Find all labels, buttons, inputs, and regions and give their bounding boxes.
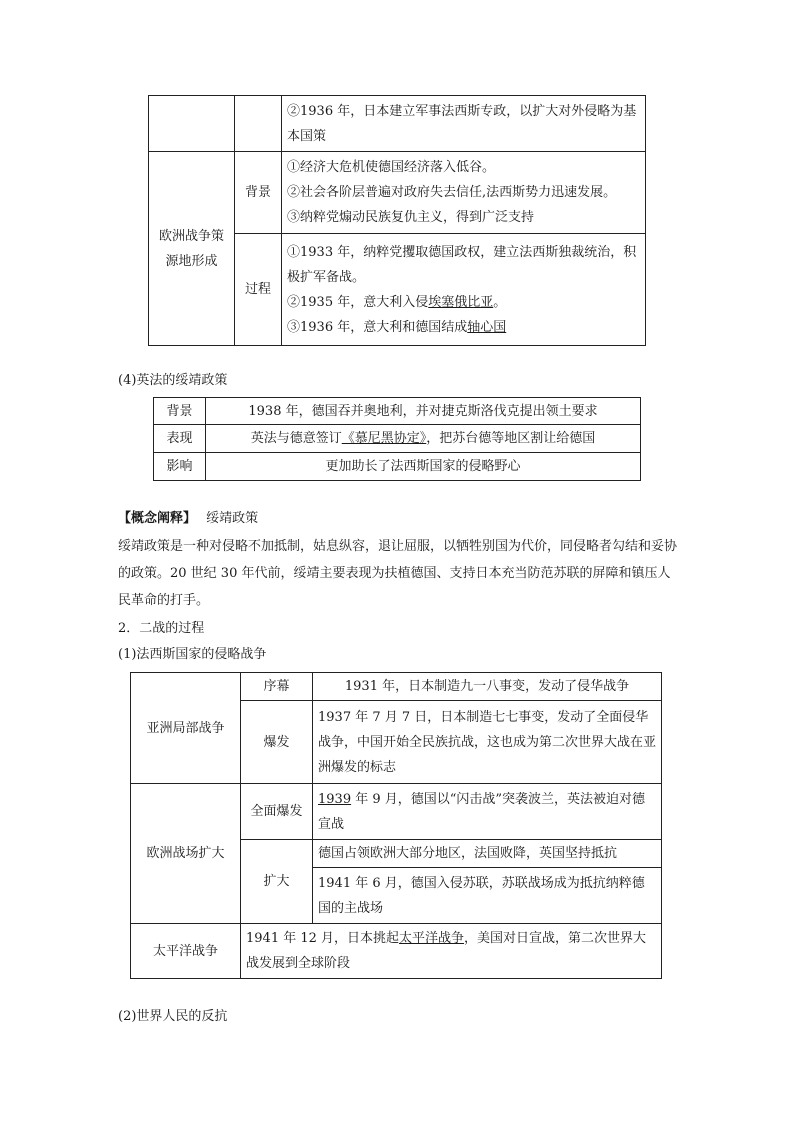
pacific-war-label: 太平洋战争 xyxy=(131,924,241,979)
background-item: ③纳粹党煽动民族复仇主义，得到广泛支持 xyxy=(287,210,535,225)
section-2-title: 2．二战的过程 xyxy=(118,621,205,636)
performance-text: 英法与德意签订 xyxy=(250,431,342,446)
background-cell xyxy=(282,152,646,234)
appeasement-performance-label: 表现 xyxy=(154,425,206,453)
europe-origin-label: 欧洲战争策源地形成 xyxy=(149,152,235,346)
background-item: ②社会各阶层普遍对政府失去信任,法西斯势力迅速发展。 xyxy=(287,185,617,200)
full-outbreak-label: 全面爆发 xyxy=(241,784,313,840)
prelude-text: 1931 年，日本制造九一八事变，发动了侵华战争 xyxy=(313,673,662,701)
process-text: 。 xyxy=(493,294,507,310)
background-item: ①经济大危机使德国经济落入低谷。 xyxy=(287,160,496,175)
table-cell-empty xyxy=(149,96,235,152)
concept-body: 绥靖政策是一种对侵略不加抵制，姑息纵容，退让屈服，以牺牲别国为代价，同侵略者勾结和妥协的政策。20 世纪 30 年代前，绥靖主要表现为扶植德国、支持日本充当防范苏联的屏障和镇压人民革命的打手。 xyxy=(118,539,678,608)
section-2-1-title: (1)法西斯国家的侵略战争 xyxy=(118,647,267,662)
appeasement-impact-label: 影响 xyxy=(154,453,206,481)
section-2-2-title: (2)世界人民的反抗 xyxy=(118,1009,228,1024)
europe-war-origin-table xyxy=(148,95,646,346)
expansion-text-1: 德国占领欧洲大部分地区，法国败降，英国坚持抵抗 xyxy=(313,840,662,868)
concept-heading xyxy=(118,509,258,529)
expansion-text-2: 1941 年 6 月，德国入侵苏联，苏联战场成为抵抗纳粹德国的主战场 xyxy=(313,868,662,924)
pacific-war-text xyxy=(241,924,662,979)
full-outbreak-rest: 年 9 月，德国以“闪击战”突袭波兰，英法被迫对德宣战 xyxy=(318,791,646,832)
full-outbreak-text xyxy=(313,784,662,840)
process-label: 过程 xyxy=(235,234,282,346)
table-cell-empty xyxy=(235,96,282,152)
ethiopia-link: 埃塞俄比亚 xyxy=(428,294,494,310)
process-item: ①1933 年，纳粹党攫取德国政权，建立法西斯独裁统治，积极扩军备战。 xyxy=(287,244,637,285)
process-text: ③1936 年，意大利和德国结成 xyxy=(287,319,468,335)
process-item xyxy=(287,315,640,340)
expansion-label: 扩大 xyxy=(241,840,313,924)
fascist-aggression-table xyxy=(130,672,662,979)
appeasement-table xyxy=(153,397,641,481)
process-text: ②1935 年，意大利入侵 xyxy=(287,294,429,310)
pacific-text: ，美国对日宣战，第二次世界大战发展到全球阶段 xyxy=(246,931,647,971)
munich-agreement-text: 《慕尼黑协定》 xyxy=(341,431,427,446)
performance-text: ，把苏台德等地区割让给德国 xyxy=(426,431,596,446)
background-label: 背景 xyxy=(235,152,282,234)
europe-expansion-label: 欧洲战场扩大 xyxy=(131,784,241,924)
outbreak-text: 1937 年 7 月 7 日，日本制造七七事变，发动了全面侵华战争，中国开始全民族抗战，这也成为第二次世界大战在亚洲爆发的标志 xyxy=(313,701,662,784)
appeasement-background-text: 1938 年，德国吞并奥地利，并对捷克斯洛伐克提出领土要求 xyxy=(206,398,641,425)
appeasement-impact-text: 更加助长了法西斯国家的侵略野心 xyxy=(206,453,641,481)
outbreak-label: 爆发 xyxy=(241,701,313,784)
axis-powers-text: 轴心国 xyxy=(467,319,507,335)
asia-war-label: 亚洲局部战争 xyxy=(131,673,241,784)
year-1939-text: 1939 xyxy=(318,791,352,807)
japan-fascism-cell: ②1936 年，日本建立军事法西斯专政，以扩大对外侵略为基本国策 xyxy=(282,96,646,152)
pacific-war-term: 太平洋战争 xyxy=(399,931,465,946)
concept-name: 绥靖政策 xyxy=(206,511,259,526)
concept-tag: 【概念阐释】 xyxy=(118,511,197,526)
appeasement-performance-text xyxy=(206,425,641,453)
prelude-label: 序幕 xyxy=(241,673,313,701)
pacific-text: 1941 年 12 月，日本挑起 xyxy=(246,931,400,946)
process-cell xyxy=(282,234,646,346)
appeasement-background-label: 背景 xyxy=(154,398,206,425)
process-item xyxy=(287,290,640,315)
section-4-title: (4)英法的绥靖政策 xyxy=(118,373,228,388)
